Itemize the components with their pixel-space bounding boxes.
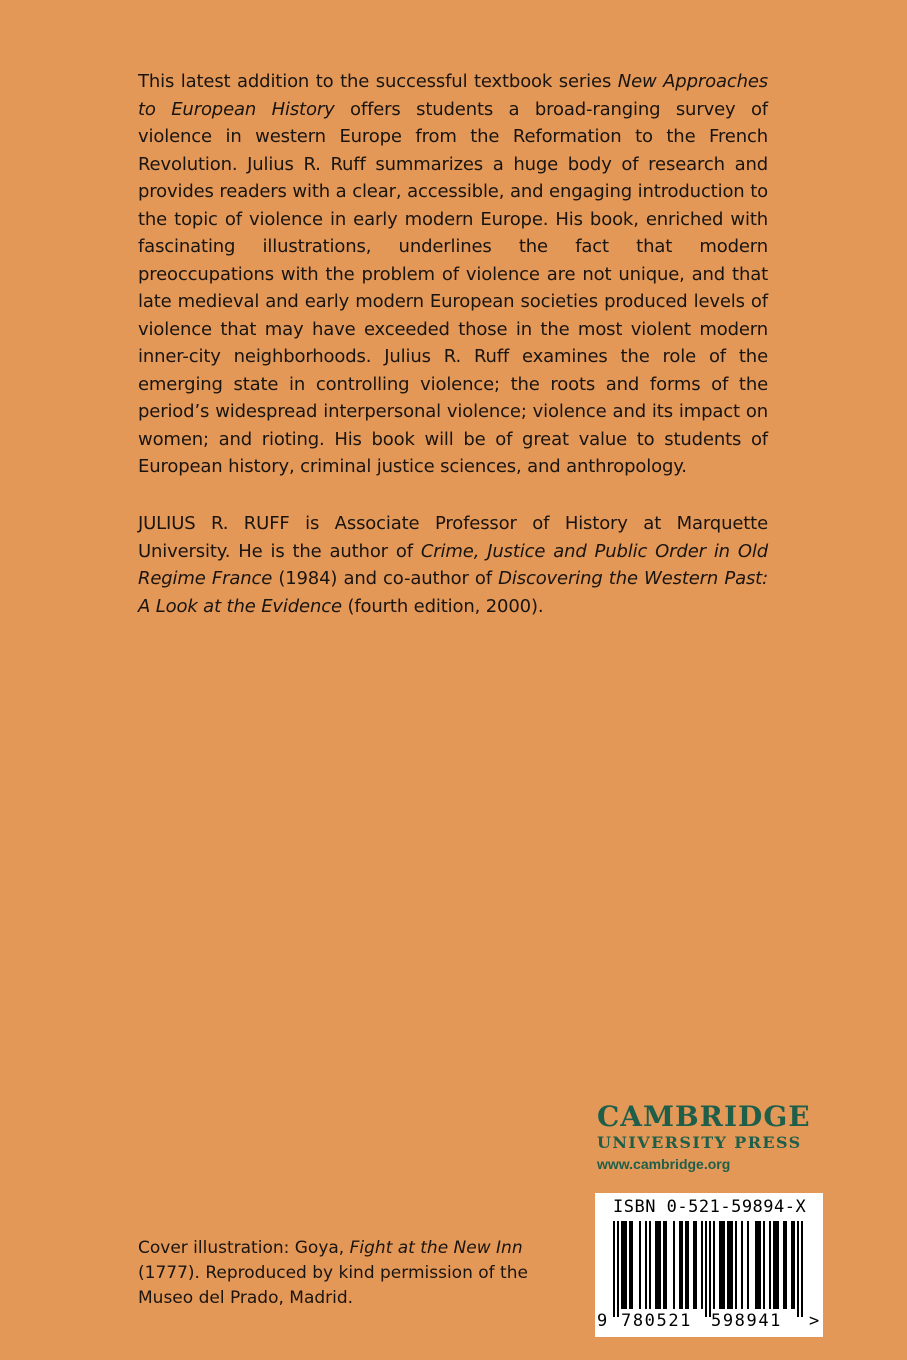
barcode-bar	[719, 1221, 721, 1309]
barcode-bar	[709, 1221, 711, 1317]
barcode-bar	[693, 1221, 695, 1309]
barcode-bar	[755, 1221, 757, 1309]
barcode-bar	[623, 1221, 625, 1309]
barcode-bar	[631, 1221, 633, 1309]
barcode-bar	[777, 1221, 779, 1309]
barcode-bar	[797, 1221, 799, 1317]
credit-text-2: (1777). Reproduced by kind permission of the Museo del Prado, Madrid.	[138, 1263, 528, 1308]
book-description	[138, 68, 768, 481]
bio-text-3: (fourth edition, 2000).	[341, 595, 544, 617]
barcode-bar	[657, 1221, 659, 1309]
isbn-label: ISBN 0-521-59894-X	[613, 1197, 807, 1217]
publisher-url: www.cambridge.org	[597, 1156, 731, 1172]
barcode-bar	[801, 1221, 803, 1317]
barcode-bar	[639, 1221, 641, 1309]
barcode-bar	[679, 1221, 681, 1309]
barcode-bar	[721, 1221, 723, 1309]
barcode-bar	[757, 1221, 759, 1309]
barcode-bar	[705, 1221, 707, 1317]
barcode-bar	[685, 1221, 687, 1309]
blurb-text-2: offers students a broad-ranging survey of violence in western Europe from the Reformation to the French Revolution. Julius R. Ruff summarizes a huge body of research and provides readers with a clear, accessible, and engaging introduction to the topic of violence in early modern Europe. His book, enriched with fascinating illustrations, underlines the fact that modern preoccupations with the problem of violence are not unique, and that late medieval and early modern European societies produced levels of violence that may have exceeded those in the most violent modern inner-city neighborhoods. Julius R. Ruff examines the role of the emerging state in controlling violence; the roots and forms of the period’s widespread interpersonal violence; violence and its impact on women; and rioting. His book will be of great value to students of European history, criminal justice sciences, and anthropology.	[138, 98, 768, 477]
barcode-bar	[741, 1221, 743, 1309]
credit-text-1: Cover illustration: Goya,	[138, 1238, 350, 1258]
barcode-bar	[621, 1221, 623, 1309]
publisher-logo	[597, 1101, 825, 1175]
bio-text-1: JULIUS R. RUFF is Associate Professor of History at Marquette University. He is the author of	[138, 513, 768, 562]
ean-right-group: 598941	[711, 1311, 783, 1331]
blurb-text-1: This latest addition to the successful textbook series	[138, 71, 618, 92]
barcode-bar	[687, 1221, 689, 1309]
barcode-bar	[791, 1221, 793, 1309]
ean-quiet-zone-mark: >	[809, 1311, 820, 1331]
barcode-bar	[655, 1221, 657, 1309]
barcode-bar	[783, 1221, 785, 1309]
publisher-name: CAMBRIDGE	[597, 1100, 811, 1133]
barcode-bar	[701, 1221, 703, 1309]
barcode-bar	[617, 1221, 619, 1317]
barcode-bar	[735, 1221, 737, 1309]
series-title: New Approaches to European History	[138, 71, 768, 120]
author-bio	[138, 510, 768, 620]
barcode-bar	[769, 1221, 771, 1309]
barcode-bar	[729, 1221, 731, 1309]
ean-left-group: 780521	[621, 1311, 693, 1331]
isbn-barcode	[595, 1193, 823, 1337]
barcode-bar	[775, 1221, 777, 1309]
barcode-bar	[785, 1221, 787, 1309]
book-title-2: Discovering the Western Past: A Look at the Evidence	[138, 568, 768, 617]
barcode-bar	[649, 1221, 651, 1309]
barcode-bar	[727, 1221, 729, 1309]
barcode-bar	[763, 1221, 765, 1309]
barcode-bar	[713, 1221, 715, 1309]
barcode-bar	[645, 1221, 647, 1309]
barcode-bar	[665, 1221, 667, 1309]
barcode-bar	[731, 1221, 733, 1309]
cover-illustration-credit	[138, 1236, 538, 1311]
artwork-title: Fight at the New Inn	[349, 1238, 523, 1258]
barcode-bar	[747, 1221, 749, 1309]
book-title-1: Crime, Justice and Public Order in Old Regime France	[138, 540, 769, 589]
barcode-bar	[681, 1221, 683, 1309]
barcode-bar	[773, 1221, 775, 1309]
barcode-bar	[673, 1221, 675, 1309]
bio-text-2: (1984) and co-author of	[272, 568, 499, 589]
barcode-bar	[759, 1221, 761, 1309]
barcode-bar	[625, 1221, 627, 1309]
barcode-bar	[629, 1221, 631, 1309]
barcode-bar	[695, 1221, 697, 1309]
barcode-bar	[663, 1221, 665, 1309]
barcode-bar	[659, 1221, 661, 1309]
barcode-bar	[723, 1221, 725, 1309]
ean-first-digit: 9	[597, 1311, 608, 1331]
barcode-bar	[793, 1221, 795, 1309]
publisher-subtitle: UNIVERSITY PRESS	[597, 1133, 802, 1152]
barcode-bar	[613, 1221, 615, 1317]
ean-digits	[595, 1309, 823, 1335]
